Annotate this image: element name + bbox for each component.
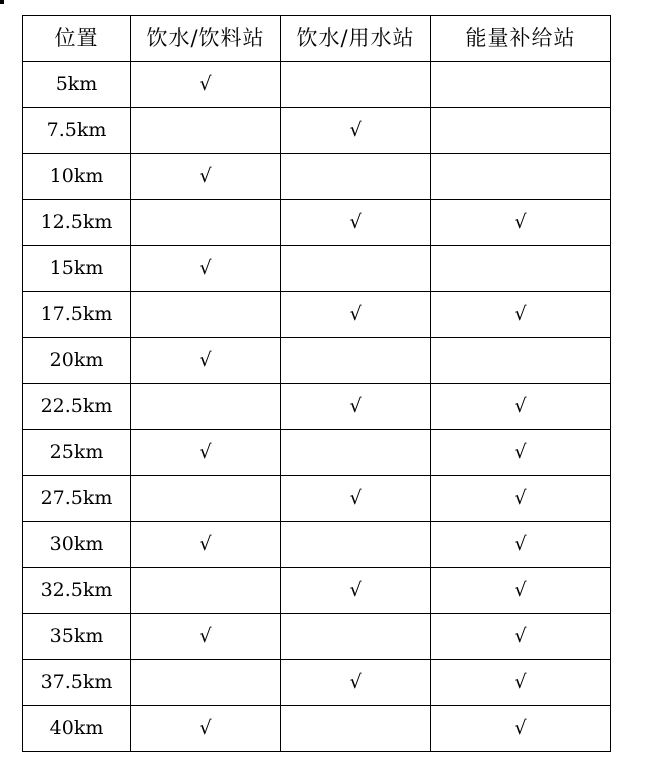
- cell-energy-station: √: [431, 200, 611, 246]
- cell-energy-station: √: [431, 614, 611, 660]
- cell-drink-station: √: [131, 62, 281, 108]
- cell-water-station: √: [281, 476, 431, 522]
- table-row: [23, 62, 611, 108]
- table-row: [23, 476, 611, 522]
- cell-drink-station: √: [131, 614, 281, 660]
- cell-water-station: [281, 62, 431, 108]
- corner-mark: [0, 0, 4, 4]
- cell-energy-station: √: [431, 430, 611, 476]
- cell-energy-station: [431, 246, 611, 292]
- cell-water-station: [281, 246, 431, 292]
- cell-water-station: √: [281, 568, 431, 614]
- table-row: [23, 338, 611, 384]
- table-row: [23, 384, 611, 430]
- cell-energy-station: √: [431, 522, 611, 568]
- table-row: [23, 154, 611, 200]
- table-body: [23, 62, 611, 752]
- header-energy-station: 能量补给站: [431, 16, 611, 62]
- cell-position: 25km: [23, 430, 131, 476]
- cell-water-station: [281, 338, 431, 384]
- cell-water-station: √: [281, 292, 431, 338]
- cell-position: 22.5km: [23, 384, 131, 430]
- cell-energy-station: [431, 338, 611, 384]
- cell-water-station: √: [281, 660, 431, 706]
- table-header-row: [23, 16, 611, 62]
- cell-energy-station: √: [431, 660, 611, 706]
- table-row: [23, 108, 611, 154]
- cell-drink-station: [131, 660, 281, 706]
- cell-energy-station: √: [431, 384, 611, 430]
- header-drink-station: 饮水/饮料站: [131, 16, 281, 62]
- cell-position: 27.5km: [23, 476, 131, 522]
- table-row: [23, 200, 611, 246]
- table-row: [23, 522, 611, 568]
- cell-position: 5km: [23, 62, 131, 108]
- cell-drink-station: √: [131, 246, 281, 292]
- cell-drink-station: √: [131, 338, 281, 384]
- cell-drink-station: √: [131, 154, 281, 200]
- cell-position: 12.5km: [23, 200, 131, 246]
- cell-position: 35km: [23, 614, 131, 660]
- cell-energy-station: √: [431, 706, 611, 752]
- table-row: [23, 430, 611, 476]
- cell-drink-station: [131, 292, 281, 338]
- cell-water-station: √: [281, 108, 431, 154]
- cell-position: 10km: [23, 154, 131, 200]
- cell-water-station: [281, 614, 431, 660]
- table-row: [23, 706, 611, 752]
- cell-drink-station: [131, 200, 281, 246]
- cell-position: 17.5km: [23, 292, 131, 338]
- cell-drink-station: [131, 568, 281, 614]
- cell-energy-station: [431, 108, 611, 154]
- table-row: [23, 246, 611, 292]
- cell-drink-station: √: [131, 522, 281, 568]
- cell-energy-station: √: [431, 476, 611, 522]
- table-row: [23, 660, 611, 706]
- cell-water-station: [281, 430, 431, 476]
- cell-position: 20km: [23, 338, 131, 384]
- cell-water-station: [281, 522, 431, 568]
- cell-water-station: [281, 706, 431, 752]
- supply-station-table-container: [22, 15, 610, 752]
- supply-station-table: [22, 15, 611, 752]
- cell-energy-station: [431, 154, 611, 200]
- cell-position: 40km: [23, 706, 131, 752]
- cell-position: 15km: [23, 246, 131, 292]
- header-position: 位置: [23, 16, 131, 62]
- cell-drink-station: [131, 476, 281, 522]
- table-row: [23, 568, 611, 614]
- cell-position: 32.5km: [23, 568, 131, 614]
- cell-drink-station: [131, 384, 281, 430]
- header-water-station: 饮水/用水站: [281, 16, 431, 62]
- cell-position: 37.5km: [23, 660, 131, 706]
- cell-energy-station: √: [431, 292, 611, 338]
- cell-position: 7.5km: [23, 108, 131, 154]
- cell-energy-station: √: [431, 568, 611, 614]
- table-row: [23, 614, 611, 660]
- cell-energy-station: [431, 62, 611, 108]
- table-row: [23, 292, 611, 338]
- cell-water-station: √: [281, 384, 431, 430]
- cell-position: 30km: [23, 522, 131, 568]
- cell-water-station: [281, 154, 431, 200]
- cell-drink-station: [131, 108, 281, 154]
- cell-water-station: √: [281, 200, 431, 246]
- cell-drink-station: √: [131, 706, 281, 752]
- cell-drink-station: √: [131, 430, 281, 476]
